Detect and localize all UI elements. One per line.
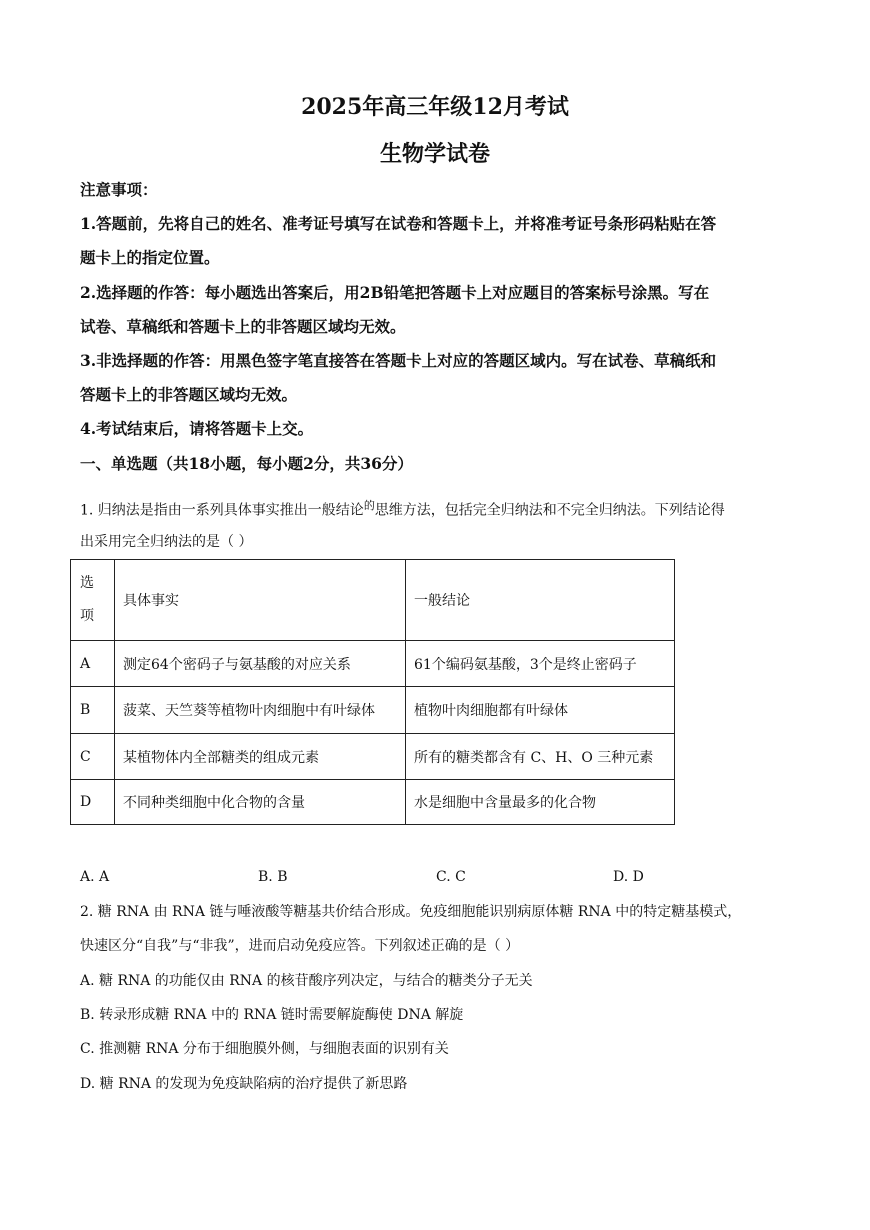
q2-stem-line1: 2. 糖 RNA 由 RNA 链与唾液酸等糖基共价结合形成。免疫细胞能识别病原体糖 RNA 中的特定糖基模式， — [80, 904, 742, 920]
header-fact: 具体事实 — [115, 560, 406, 641]
table-row — [71, 780, 675, 825]
row-option: D — [71, 780, 115, 825]
q1-stem-part-b: 思维方法，包括完全归纳法和不完全归纳法。下列结论得 — [374, 502, 725, 519]
notice-item-2-line2: 试卷、草稿纸和答题卡上的非答题区域均无效。 — [80, 317, 406, 336]
row-fact: 某植物体内全部糖类的组成元素 — [115, 734, 406, 780]
q2-option-b: B. 转录形成糖 RNA 中的 RNA 链时需要解旋酶使 DNA 解旋 — [80, 1007, 464, 1023]
q1-stem-line1 — [80, 496, 798, 521]
notice-item-3-line1: 3.非选择题的作答：用黑色签字笔直接答在答题卡上对应的答题区域内。写在试卷、草稿纸和 — [80, 351, 717, 370]
q1-stem-part-a: 1. 归纳法是指由一系列具体事实推出一般结论 — [80, 502, 364, 519]
notice-item-4: 4.考试结束后，请将答题卡上交。 — [80, 419, 314, 438]
notice-item-3-line2: 答题卡上的非答题区域均无效。 — [80, 385, 298, 404]
row-conclusion: 植物叶肉细胞都有叶绿体 — [406, 687, 675, 734]
exam-subject: 生物学试卷 — [379, 141, 490, 167]
notice-item-1-line1: 1.答题前，先将自己的姓名、准考证号填写在试卷和答题卡上，并将准考证号条形码粘贴在答 — [80, 214, 717, 233]
section-heading: 一、单选题（共18小题，每小题2分，共36分） — [80, 454, 413, 473]
row-option: A — [71, 641, 115, 687]
notice-heading: 注意事项： — [80, 180, 158, 199]
notice-item-1-line2: 题卡上的指定位置。 — [80, 248, 220, 267]
q2-option-c: C. 推测糖 RNA 分布于细胞膜外侧，与细胞表面的识别有关 — [80, 1041, 449, 1057]
row-fact: 菠菜、天竺葵等植物叶肉细胞中有叶绿体 — [115, 687, 406, 734]
q1-option-d: D. D — [613, 869, 644, 885]
q2-option-d: D. 糖 RNA 的发现为免疫缺陷病的治疗提供了新思路 — [80, 1076, 408, 1092]
row-conclusion: 所有的糖类都含有 C、H、O 三种元素 — [406, 734, 675, 780]
table-row — [71, 641, 675, 687]
q1-option-b: B. B — [258, 869, 288, 885]
row-conclusion: 61个编码氨基酸，3个是终止密码子 — [406, 641, 675, 687]
q1-stem-line2: 出采用完全归纳法的是（ ） — [80, 534, 253, 550]
header-option — [71, 560, 115, 641]
header-option-bottom: 项 — [80, 608, 94, 624]
row-fact: 测定64个密码子与氨基酸的对应关系 — [115, 641, 406, 687]
q2-option-a: A. 糖 RNA 的功能仅由 RNA 的核苷酸序列决定，与结合的糖类分子无关 — [80, 973, 533, 989]
table-row — [71, 687, 675, 734]
q2-stem-line2: 快速区分“自我”与“非我”，进而启动免疫应答。下列叙述正确的是（ ） — [80, 938, 520, 954]
q1-stem-superscript: 的 — [363, 499, 375, 512]
q1-table — [70, 559, 675, 825]
exam-title: 2025年高三年级12月考试 — [301, 94, 569, 120]
row-conclusion: 水是细胞中含量最多的化合物 — [406, 780, 675, 825]
header-option-top: 选 — [80, 575, 94, 591]
header-conclusion: 一般结论 — [406, 560, 675, 641]
row-option: C — [71, 734, 115, 780]
table-header-row — [71, 560, 675, 641]
notice-item-2-line1: 2.选择题的作答：每小题选出答案后，用2B铅笔把答题卡上对应题目的答案标号涂黑。写在 — [80, 283, 710, 302]
row-fact: 不同种类细胞中化合物的含量 — [115, 780, 406, 825]
row-option: B — [71, 687, 115, 734]
table-row — [71, 734, 675, 780]
q1-option-a: A. A — [80, 869, 110, 885]
q1-option-c: C. C — [436, 869, 466, 885]
